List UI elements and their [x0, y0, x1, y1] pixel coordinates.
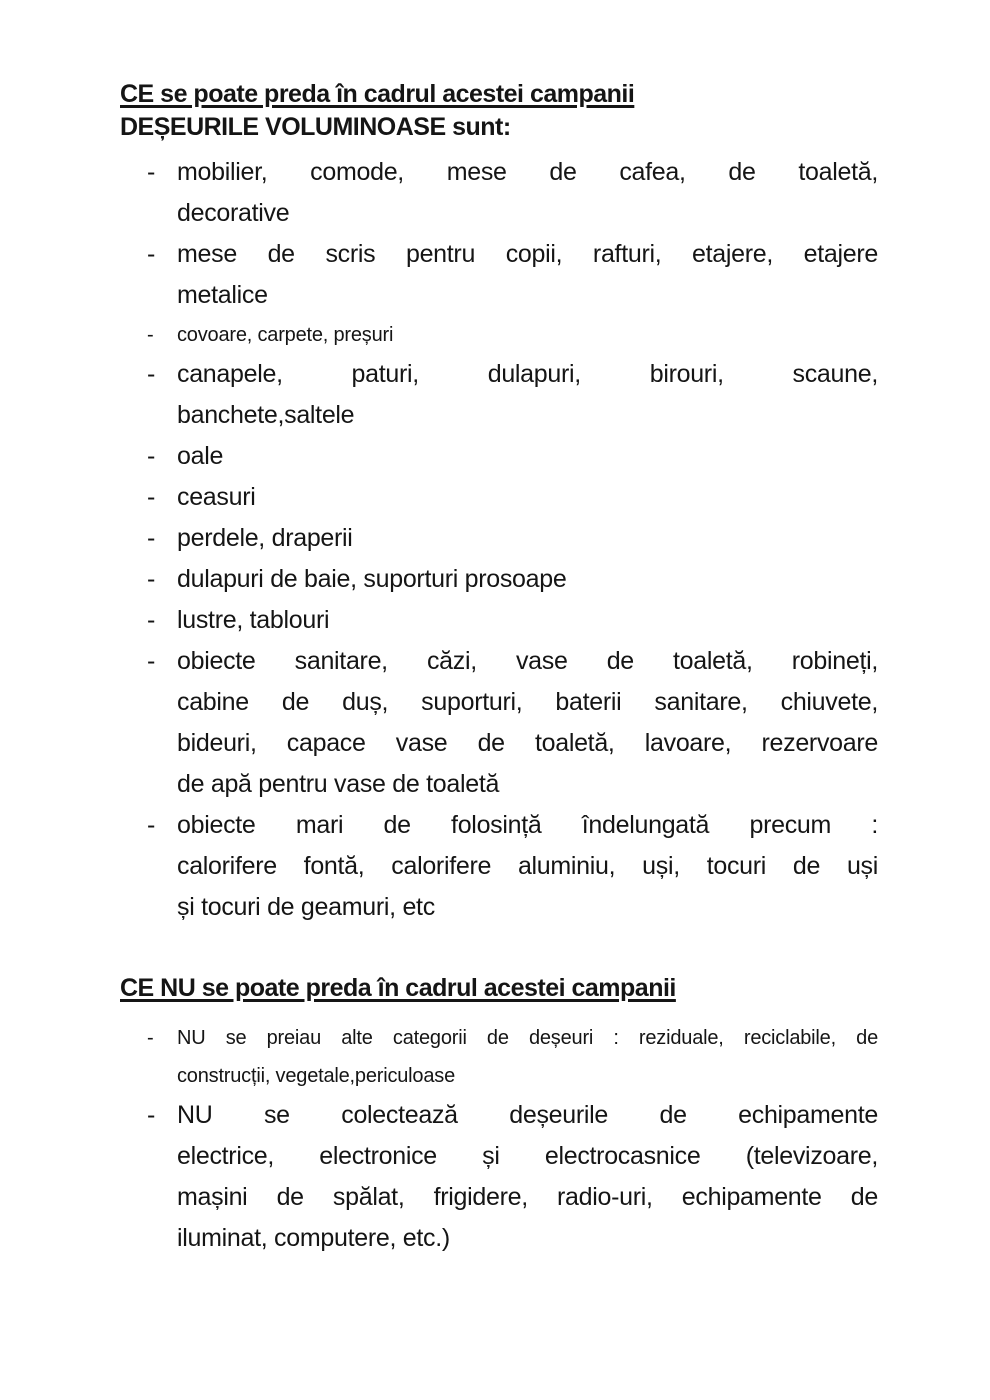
list-item	[120, 234, 878, 316]
section	[120, 972, 878, 1259]
list-item	[120, 641, 878, 805]
list-item-line: construcții, vegetale,periculoase	[177, 1065, 455, 1087]
list-item	[120, 1019, 878, 1095]
list-item	[120, 1095, 878, 1259]
bullet-dash: -	[147, 360, 156, 388]
list-item	[120, 805, 878, 928]
list-item-content	[177, 354, 878, 436]
bullet-dash: -	[147, 483, 156, 511]
list-item-line: iluminat, computere, etc.)	[177, 1224, 450, 1252]
list-item-content	[177, 600, 878, 641]
list-item-content	[177, 477, 878, 518]
list-item-line: obiecte sanitare, căzi, vase de toaletă, robineți,	[177, 647, 878, 675]
list-item-line: cabine de duș, suporturi, baterii sanitare, chiuvete,	[177, 688, 878, 716]
list-item-content	[177, 316, 878, 354]
list-item-line: de apă pentru vase de toaletă	[177, 770, 500, 798]
list-item-line: mașini de spălat, frigidere, radio-uri, echipamente de	[177, 1183, 878, 1211]
list-item-line: canapele, paturi, dulapuri, birouri, scaune,	[177, 360, 878, 388]
list-item-line: lustre, tablouri	[177, 606, 330, 634]
list-item-content	[177, 152, 878, 234]
bullet-dash: -	[147, 158, 156, 186]
list-item-line: metalice	[177, 281, 268, 309]
bullet-dash: -	[147, 524, 156, 552]
bullet-dash: -	[147, 1101, 156, 1129]
list-item-line: covoare, carpete, preșuri	[177, 324, 394, 346]
list-item-line: NU se preiau alte categorii de deșeuri : reziduale, reciclabile, de	[177, 1027, 878, 1049]
list-item	[120, 559, 878, 600]
list-item-line: electrice, electronice și electrocasnice (televizoare,	[177, 1142, 878, 1170]
list-item	[120, 477, 878, 518]
list-item-line: ceasuri	[177, 483, 256, 511]
list-item-line: obiecte mari de folosință îndelungată precum :	[177, 811, 878, 839]
list-item-content	[177, 805, 878, 928]
section-subheading: DEȘEURILE VOLUMINOASE sunt:	[120, 113, 511, 141]
list-item	[120, 518, 878, 559]
list-item-line: și tocuri de geamuri, etc	[177, 893, 435, 921]
list-item-content	[177, 559, 878, 600]
list-item-content	[177, 518, 878, 559]
list-item	[120, 436, 878, 477]
list-item	[120, 354, 878, 436]
bullet-dash: -	[147, 1027, 154, 1049]
list-item	[120, 152, 878, 234]
list-item-content	[177, 234, 878, 316]
list-item-line: bideuri, capace vase de toaletă, lavoare, rezervoare	[177, 729, 878, 757]
section	[120, 78, 878, 928]
bullet-dash: -	[147, 324, 154, 346]
bullet-dash: -	[147, 606, 156, 634]
list-item-line: dulapuri de baie, suporturi prosoape	[177, 565, 567, 593]
section-heading: CE se poate preda în cadrul acestei campanii	[120, 80, 635, 108]
bullet-dash: -	[147, 565, 156, 593]
list-item-line: decorative	[177, 199, 290, 227]
section-heading: CE NU se poate preda în cadrul acestei campanii	[120, 974, 676, 1002]
list-item	[120, 600, 878, 641]
list-item-content	[177, 436, 878, 477]
list-item-line: mobilier, comode, mese de cafea, de toaletă,	[177, 158, 878, 186]
list-item-line: mese de scris pentru copii, rafturi, etajere, etajere	[177, 240, 878, 268]
list-item-line: NU se colectează deșeurile de echipamente	[177, 1101, 878, 1129]
list-item-line: calorifere fontă, calorifere aluminiu, uși, tocuri de uși	[177, 852, 878, 880]
bullet-dash: -	[147, 240, 156, 268]
list-item-line: perdele, draperii	[177, 524, 353, 552]
list-item-line: banchete,saltele	[177, 401, 355, 429]
list-item-content	[177, 641, 878, 805]
bullet-dash: -	[147, 442, 156, 470]
bullet-dash: -	[147, 647, 156, 675]
list-item-line: oale	[177, 442, 224, 470]
list-item-content	[177, 1019, 878, 1095]
bulleted-list	[120, 152, 878, 928]
bullet-dash: -	[147, 811, 156, 839]
bulleted-list	[120, 1019, 878, 1259]
list-item-content	[177, 1095, 878, 1259]
list-item	[120, 316, 878, 354]
